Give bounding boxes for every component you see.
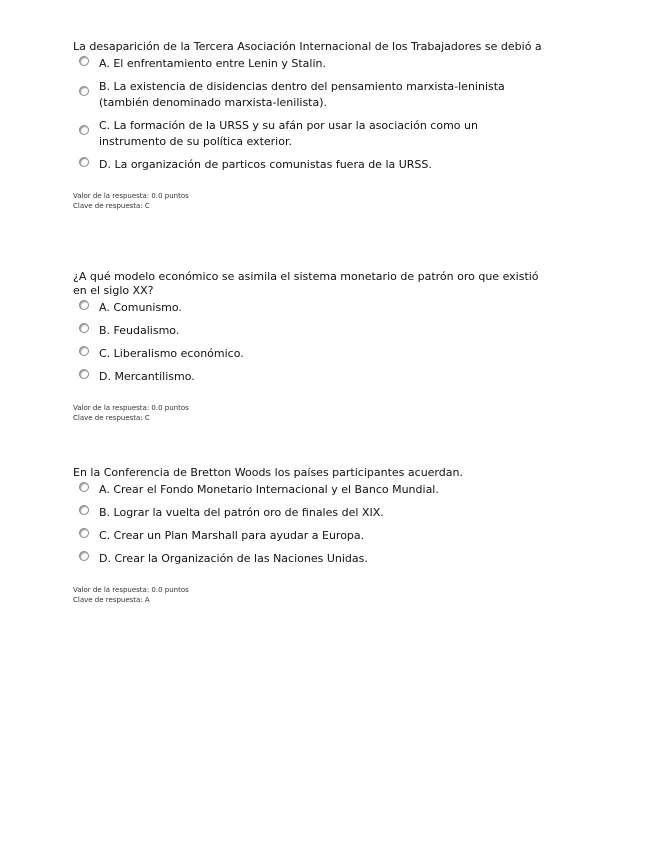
question-text: ¿A qué modelo económico se asimila el sistema monetario de patrón oro que existió en el siglo XX? [73,270,539,297]
option-c[interactable] [73,346,543,362]
option-c[interactable] [73,528,543,544]
score-label: Valor de la respuesta: 0.0 puntos [73,586,189,594]
option-b[interactable] [73,323,543,339]
radio-button-icon[interactable] [79,528,89,538]
question-1 [73,40,543,211]
option-label: A. Comunismo. [99,301,182,314]
question-text: En la Conferencia de Bretton Woods los países participantes acuerdan. [73,466,463,479]
option-label: D. Mercantilismo. [99,370,195,383]
option-label: A. Crear el Fondo Monetario Internacional y el Banco Mundial. [99,483,439,496]
option-d[interactable] [73,369,543,385]
radio-button-icon[interactable] [79,346,89,356]
option-label: A. El enfrentamiento entre Lenin y Stalin. [99,57,326,70]
score-label: Valor de la respuesta: 0.0 puntos [73,404,189,412]
options-list [73,482,543,567]
answer-meta [73,403,543,423]
question-text: La desaparición de la Tercera Asociación Internacional de los Trabajadores se debió a [73,40,542,53]
options-list [73,56,543,173]
answer-key-label: Clave de respuesta: C [73,202,150,210]
question-2 [73,270,543,423]
answer-key-label: Clave de respuesta: C [73,414,150,422]
radio-button-icon[interactable] [79,125,89,135]
option-a[interactable] [73,482,543,498]
radio-button-icon[interactable] [79,369,89,379]
option-label: C. La formación de la URSS y su afán por usar la asociación como un instrumento de su política exterior. [99,119,478,148]
answer-meta [73,191,543,211]
radio-button-icon[interactable] [79,323,89,333]
option-a[interactable] [73,56,543,72]
radio-button-icon[interactable] [79,157,89,167]
option-b[interactable] [73,79,543,111]
option-a[interactable] [73,300,543,316]
option-label: C. Crear un Plan Marshall para ayudar a Europa. [99,529,365,542]
question-3 [73,466,543,605]
option-label: D. Crear la Organización de las Naciones Unidas. [99,552,368,565]
option-label: B. Feudalismo. [99,324,180,337]
score-label: Valor de la respuesta: 0.0 puntos [73,192,189,200]
radio-button-icon[interactable] [79,86,89,96]
option-b[interactable] [73,505,543,521]
radio-button-icon[interactable] [79,56,89,66]
option-label: B. La existencia de disidencias dentro del pensamiento marxista-leninista (también denominado marxista-lenilista). [99,80,505,109]
answer-key-label: Clave de respuesta: A [73,596,150,604]
option-label: D. La organización de particos comunistas fuera de la URSS. [99,158,432,171]
option-label: C. Liberalismo económico. [99,347,244,360]
option-d[interactable] [73,157,543,173]
radio-button-icon[interactable] [79,551,89,561]
option-d[interactable] [73,551,543,567]
radio-button-icon[interactable] [79,482,89,492]
radio-button-icon[interactable] [79,300,89,310]
radio-button-icon[interactable] [79,505,89,515]
option-c[interactable] [73,118,543,150]
options-list [73,300,543,385]
option-label: B. Lograr la vuelta del patrón oro de finales del XIX. [99,506,384,519]
answer-meta [73,585,543,605]
